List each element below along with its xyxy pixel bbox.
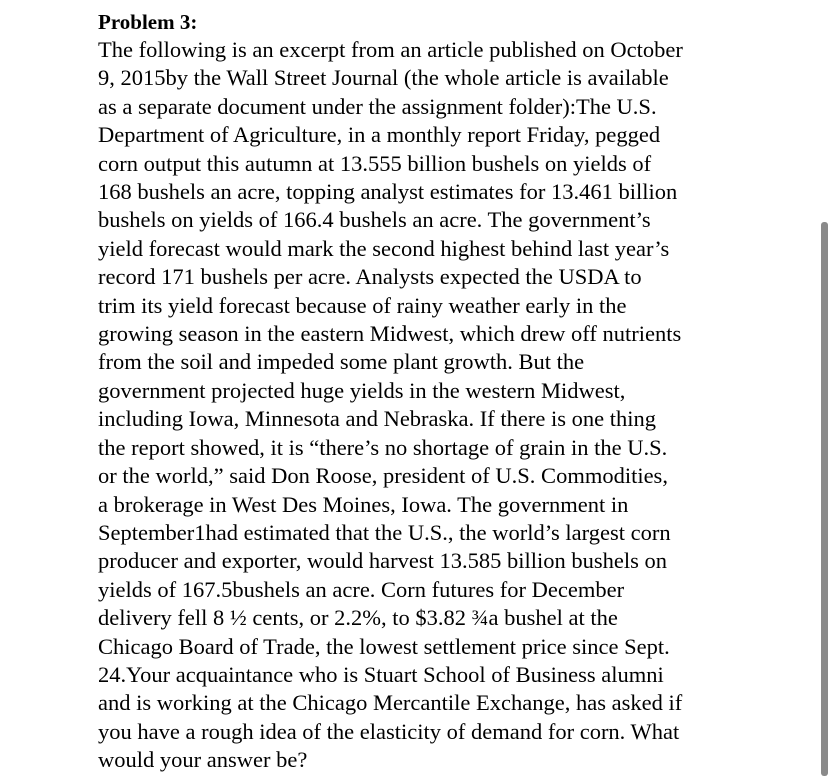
body-line: and is working at the Chicago Mercantile Exchange, has asked if	[98, 690, 683, 716]
body-line: as a separate document under the assignment folder):The U.S.	[98, 93, 657, 119]
body-line: yield forecast would mark the second highest behind last year’s	[98, 235, 670, 261]
body-line: September1had estimated that the U.S., the world’s largest corn	[98, 519, 671, 545]
body-line: or the world,” said Don Roose, president of U.S. Commodities,	[98, 463, 668, 489]
body-line: bushels on yields of 166.4 bushels an acre. The government’s	[98, 207, 651, 233]
body-line: The following is an excerpt from an article published on October	[98, 37, 683, 62]
body-line: including Iowa, Minnesota and Nebraska. If there is one thing	[98, 406, 656, 432]
body-line: you have a rough idea of the elasticity of demand for corn. What	[98, 718, 680, 744]
body-line: corn output this autumn at 13.555 billion bushels on yields of	[98, 150, 652, 176]
problem-block	[98, 8, 798, 775]
body-line: 24.Your acquaintance who is Stuart School of Business alumni	[98, 661, 664, 687]
body-line: government projected huge yields in the western Midwest,	[98, 377, 626, 403]
body-line: would your answer be?	[98, 747, 308, 773]
body-line: yields of 167.5bushels an acre. Corn futures for December	[98, 576, 625, 602]
body-line: trim its yield forecast because of rainy weather early in the	[98, 292, 627, 318]
problem-title: Problem 3:	[98, 10, 198, 34]
body-line: delivery fell 8 ½ cents, or 2.2%, to $3.82 ¾a bushel at the	[98, 605, 618, 631]
body-line: record 171 bushels per acre. Analysts expected the USDA to	[98, 264, 642, 290]
body-line: a brokerage in West Des Moines, Iowa. The government in	[98, 491, 629, 517]
body-line: Chicago Board of Trade, the lowest settlement price since Sept.	[98, 633, 670, 659]
body-line: 168 bushels an acre, topping analyst estimates for 13.461 billion	[98, 179, 678, 205]
body-line: growing season in the eastern Midwest, which drew off nutrients	[98, 321, 682, 347]
body-line: the report showed, it is “there’s no shortage of grain in the U.S.	[98, 434, 668, 460]
body-line: producer and exporter, would harvest 13.585 billion bushels on	[98, 548, 667, 574]
problem-body	[98, 36, 798, 775]
body-line: 9, 2015by the Wall Street Journal (the whole article is available	[98, 65, 669, 91]
body-line: Department of Agriculture, in a monthly report Friday, pegged	[98, 122, 661, 148]
vertical-scrollbar[interactable]	[821, 222, 828, 776]
body-line: from the soil and impeded some plant growth. But the	[98, 349, 585, 375]
